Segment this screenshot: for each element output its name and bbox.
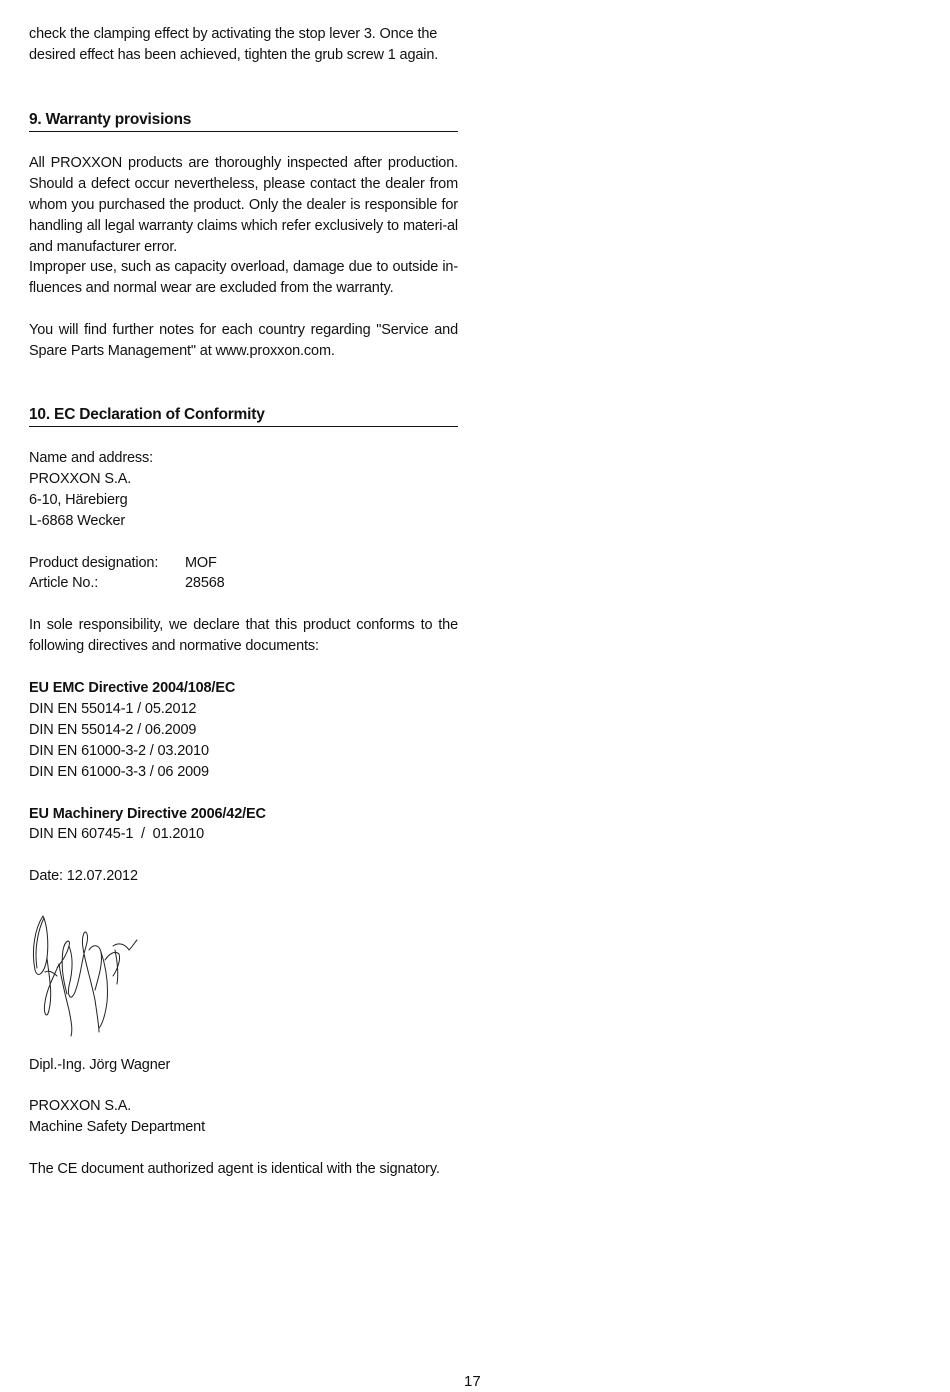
- company-name: PROXXON S.A.: [29, 471, 132, 487]
- machinery-directive-title: EU Machinery Directive 2006/42/EC: [29, 806, 266, 822]
- product-designation-row: [29, 553, 458, 574]
- declaration-heading: 10. EC Declaration of Conformity: [29, 405, 458, 427]
- article-number-row: [29, 573, 458, 594]
- signature-image: [29, 910, 139, 1040]
- conformity-statement: In sole responsibility, we declare that this product conforms to the following directives and normative documents:: [29, 617, 458, 654]
- warranty-paragraph-2: Improper use, such as capacity overload, damage due to outside in-fluences and normal wear are excluded from the warranty.: [29, 259, 458, 296]
- emc-directive-title: EU EMC Directive 2004/108/EC: [29, 680, 236, 696]
- department-name: Machine Safety Department: [29, 1119, 205, 1135]
- signatory-company: PROXXON S.A.: [29, 1098, 132, 1114]
- warranty-heading: 9. Warranty provisions: [29, 110, 458, 132]
- agent-note: The CE document authorized agent is identical with the signatory.: [29, 1161, 440, 1177]
- product-designation-label: Product designation:: [29, 555, 159, 571]
- page-number: 17: [464, 1373, 481, 1390]
- intro-line-1: check the clamping effect by activating the stop lever 3. Once the: [29, 26, 438, 42]
- article-number-label: Article No.:: [29, 575, 99, 591]
- street-address: 6-10, Härebierg: [29, 492, 128, 508]
- product-designation-value: MOF: [185, 555, 217, 571]
- machinery-standard-1: DIN EN 60745-1 / 01.2010: [29, 826, 205, 842]
- emc-standard-4: DIN EN 61000-3-3 / 06 2009: [29, 764, 209, 780]
- emc-standard-1: DIN EN 55014-1 / 05.2012: [29, 701, 197, 717]
- warranty-paragraph-3: You will find further notes for each country regarding "Service and Spare Parts Management" at www.proxxon.com.: [29, 322, 458, 359]
- intro-line-2: desired effect has been achieved, tighten the grub screw 1 again.: [29, 47, 439, 63]
- signatory-name: Dipl.-Ing. Jörg Wagner: [29, 1057, 171, 1073]
- emc-standard-3: DIN EN 61000-3-2 / 03.2010: [29, 743, 209, 759]
- city-address: L-6868 Wecker: [29, 513, 126, 529]
- article-number-value: 28568: [185, 575, 225, 591]
- address-label: Name and address:: [29, 450, 153, 466]
- emc-standard-2: DIN EN 55014-2 / 06.2009: [29, 722, 197, 738]
- declaration-date: Date: 12.07.2012: [29, 868, 138, 884]
- warranty-paragraph-1: All PROXXON products are thoroughly inspected after production. Should a defect occur nevertheless, please contact the dealer from whom you purchased the product. Only the dealer is responsible for handling all legal warranty claims which refer exclusively to materi-al and manufacturer error.: [29, 155, 458, 255]
